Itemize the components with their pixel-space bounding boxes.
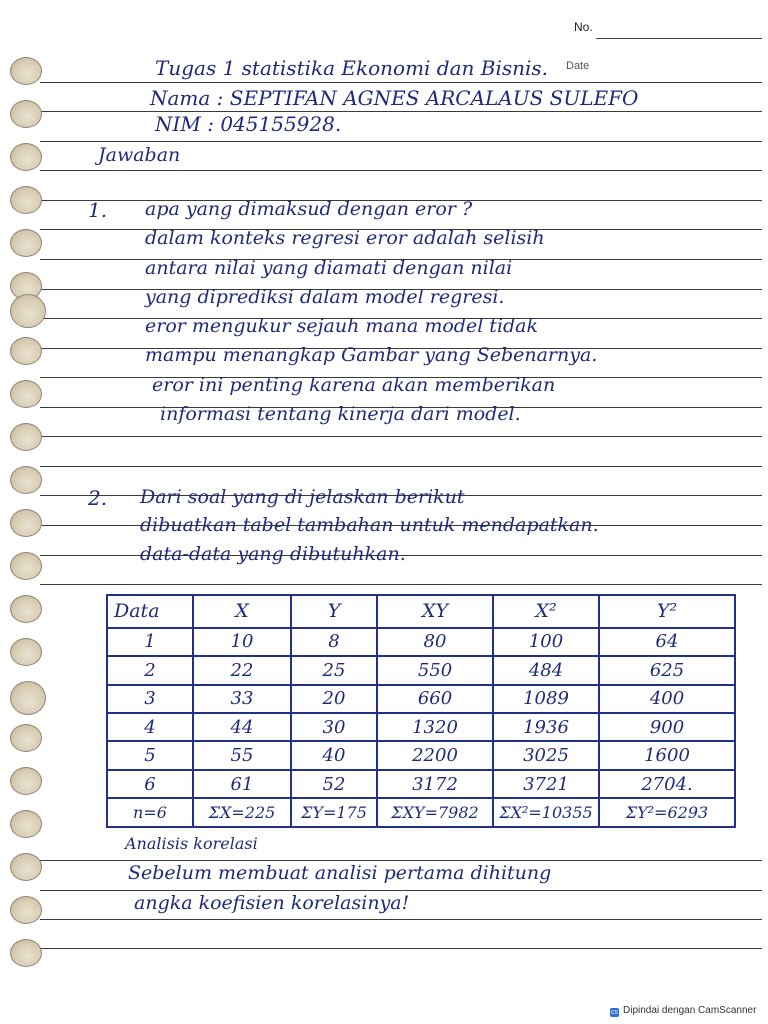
table-sum-cell: ΣY=175 [291,798,377,827]
q2-number: 2. [88,486,108,510]
table-cell: 3172 [377,770,493,798]
table-cell: 1320 [377,713,493,741]
table-cell: 52 [291,770,377,798]
table-cell: 484 [493,656,599,684]
header-date-label: Date [566,60,590,72]
binding-hole [10,853,42,881]
table-row [107,741,735,769]
q1-line: informasi tentang kinerja dari model. [160,403,521,425]
table-row [107,685,735,713]
binding-hole [10,143,42,171]
table-row [107,628,735,656]
ruled-line [40,170,762,171]
scanner-footer-text: Dipindai dengan CamScanner [623,1005,757,1016]
header-no-line [596,38,762,39]
table-cell: 1600 [599,741,735,769]
camscanner-icon: cs [611,1009,618,1016]
table-cell: 1089 [493,685,599,713]
table-cell: 1936 [493,713,599,741]
q2-line: data-data yang dibutuhkan. [140,543,406,565]
table-cell: 5 [107,741,193,769]
binding-hole [10,767,42,795]
answer-heading: Jawaban [98,144,181,166]
table-header-cell: XY [377,595,493,628]
table-cell: 80 [377,628,493,656]
q2-line: dibuatkan tabel tambahan untuk mendapatkan. [140,514,599,536]
table-cell: 33 [193,685,291,713]
ruled-line [40,111,762,112]
table-sum-cell: n=6 [107,798,193,827]
binding-hole [10,939,42,967]
table-cell: 3025 [493,741,599,769]
table-header-cell: X² [493,595,599,628]
table-header-cell: Y² [599,595,735,628]
binding-hole [10,294,46,328]
table-cell: 3721 [493,770,599,798]
binding-hole [10,810,42,838]
q1-line: eror ini penting karena akan memberikan [152,374,556,396]
table-cell: 550 [377,656,493,684]
analysis-title: Analisis korelasi [125,834,258,853]
table-cell: 100 [493,628,599,656]
table-cell: 30 [291,713,377,741]
scanner-footer [610,1005,756,1017]
table-cell: 2200 [377,741,493,769]
table-cell: 25 [291,656,377,684]
table-cell: 10 [193,628,291,656]
table-cell: 4 [107,713,193,741]
table-cell: 55 [193,741,291,769]
binding-hole [10,229,42,257]
table-row [107,770,735,798]
table-cell: 22 [193,656,291,684]
analysis-line: Sebelum membuat analisi pertama dihitung [128,862,552,884]
ruled-line [40,466,762,467]
table-cell: 40 [291,741,377,769]
q2-line: Dari soal yang di jelaskan berikut [140,486,465,508]
q1-line: yang diprediksi dalam model regresi. [145,286,505,308]
ruled-line [40,82,762,83]
table-cell: 44 [193,713,291,741]
table-header-cell: Y [291,595,377,628]
header-no-label: No. [574,20,593,34]
table-cell: 1 [107,628,193,656]
table-header-row [107,595,735,628]
analysis-line: angka koefisien korelasinya! [134,892,410,914]
ruled-line [40,890,762,891]
table-cell: 3 [107,685,193,713]
binding-hole [10,681,46,715]
table-cell: 6 [107,770,193,798]
binding-hole [10,724,42,752]
binding-hole [10,509,42,537]
table-cell: 2704. [599,770,735,798]
q1-number: 1. [88,198,108,222]
binding-hole [10,595,42,623]
table-cell: 400 [599,685,735,713]
table-sum-cell: ΣX=225 [193,798,291,827]
table-row [107,713,735,741]
student-name: Nama : SEPTIFAN AGNES ARCALAUS SULEFO [150,86,639,110]
ruled-line [40,948,762,949]
binding-hole [10,186,42,214]
binding-hole [10,638,42,666]
assignment-title: Tugas 1 statistika Ekonomi dan Bisnis. [155,56,549,80]
ruled-line [40,436,762,437]
table-cell: 64 [599,628,735,656]
ruled-line [40,919,762,920]
binding-hole [10,896,42,924]
table-header-cell: X [193,595,291,628]
table-cell: 2 [107,656,193,684]
table-cell: 20 [291,685,377,713]
table-cell: 8 [291,628,377,656]
table-header-cell: Data [107,595,193,628]
table-sum-cell: ΣX²=10355 [493,798,599,827]
binding-hole [10,466,42,494]
table-cell: 660 [377,685,493,713]
table-sum-cell: ΣXY=7982 [377,798,493,827]
q1-line: mampu menangkap Gambar yang Sebenarnya. [145,344,598,366]
table-cell: 900 [599,713,735,741]
q1-line: eror mengukur sejauh mana model tidak [145,315,539,337]
q1-line: antara nilai yang diamati dengan nilai [145,257,513,279]
student-nim: NIM : 045155928. [155,112,342,136]
table-cell: 625 [599,656,735,684]
table-row [107,656,735,684]
binding-hole [10,57,42,85]
q1-line: dalam konteks regresi eror adalah selisih [145,227,545,249]
binding-hole [10,423,42,451]
binding-hole [10,380,42,408]
binding-hole [10,100,42,128]
table-sum-cell: ΣY²=6293 [599,798,735,827]
table-sum-row [107,798,735,827]
ruled-line [40,860,762,861]
regression-table [106,594,736,828]
ruled-line [40,584,762,585]
binding-hole [10,552,42,580]
ruled-line [40,141,762,142]
binding-hole [10,337,42,365]
q1-line: apa yang dimaksud dengan eror ? [145,198,473,220]
table-cell: 61 [193,770,291,798]
